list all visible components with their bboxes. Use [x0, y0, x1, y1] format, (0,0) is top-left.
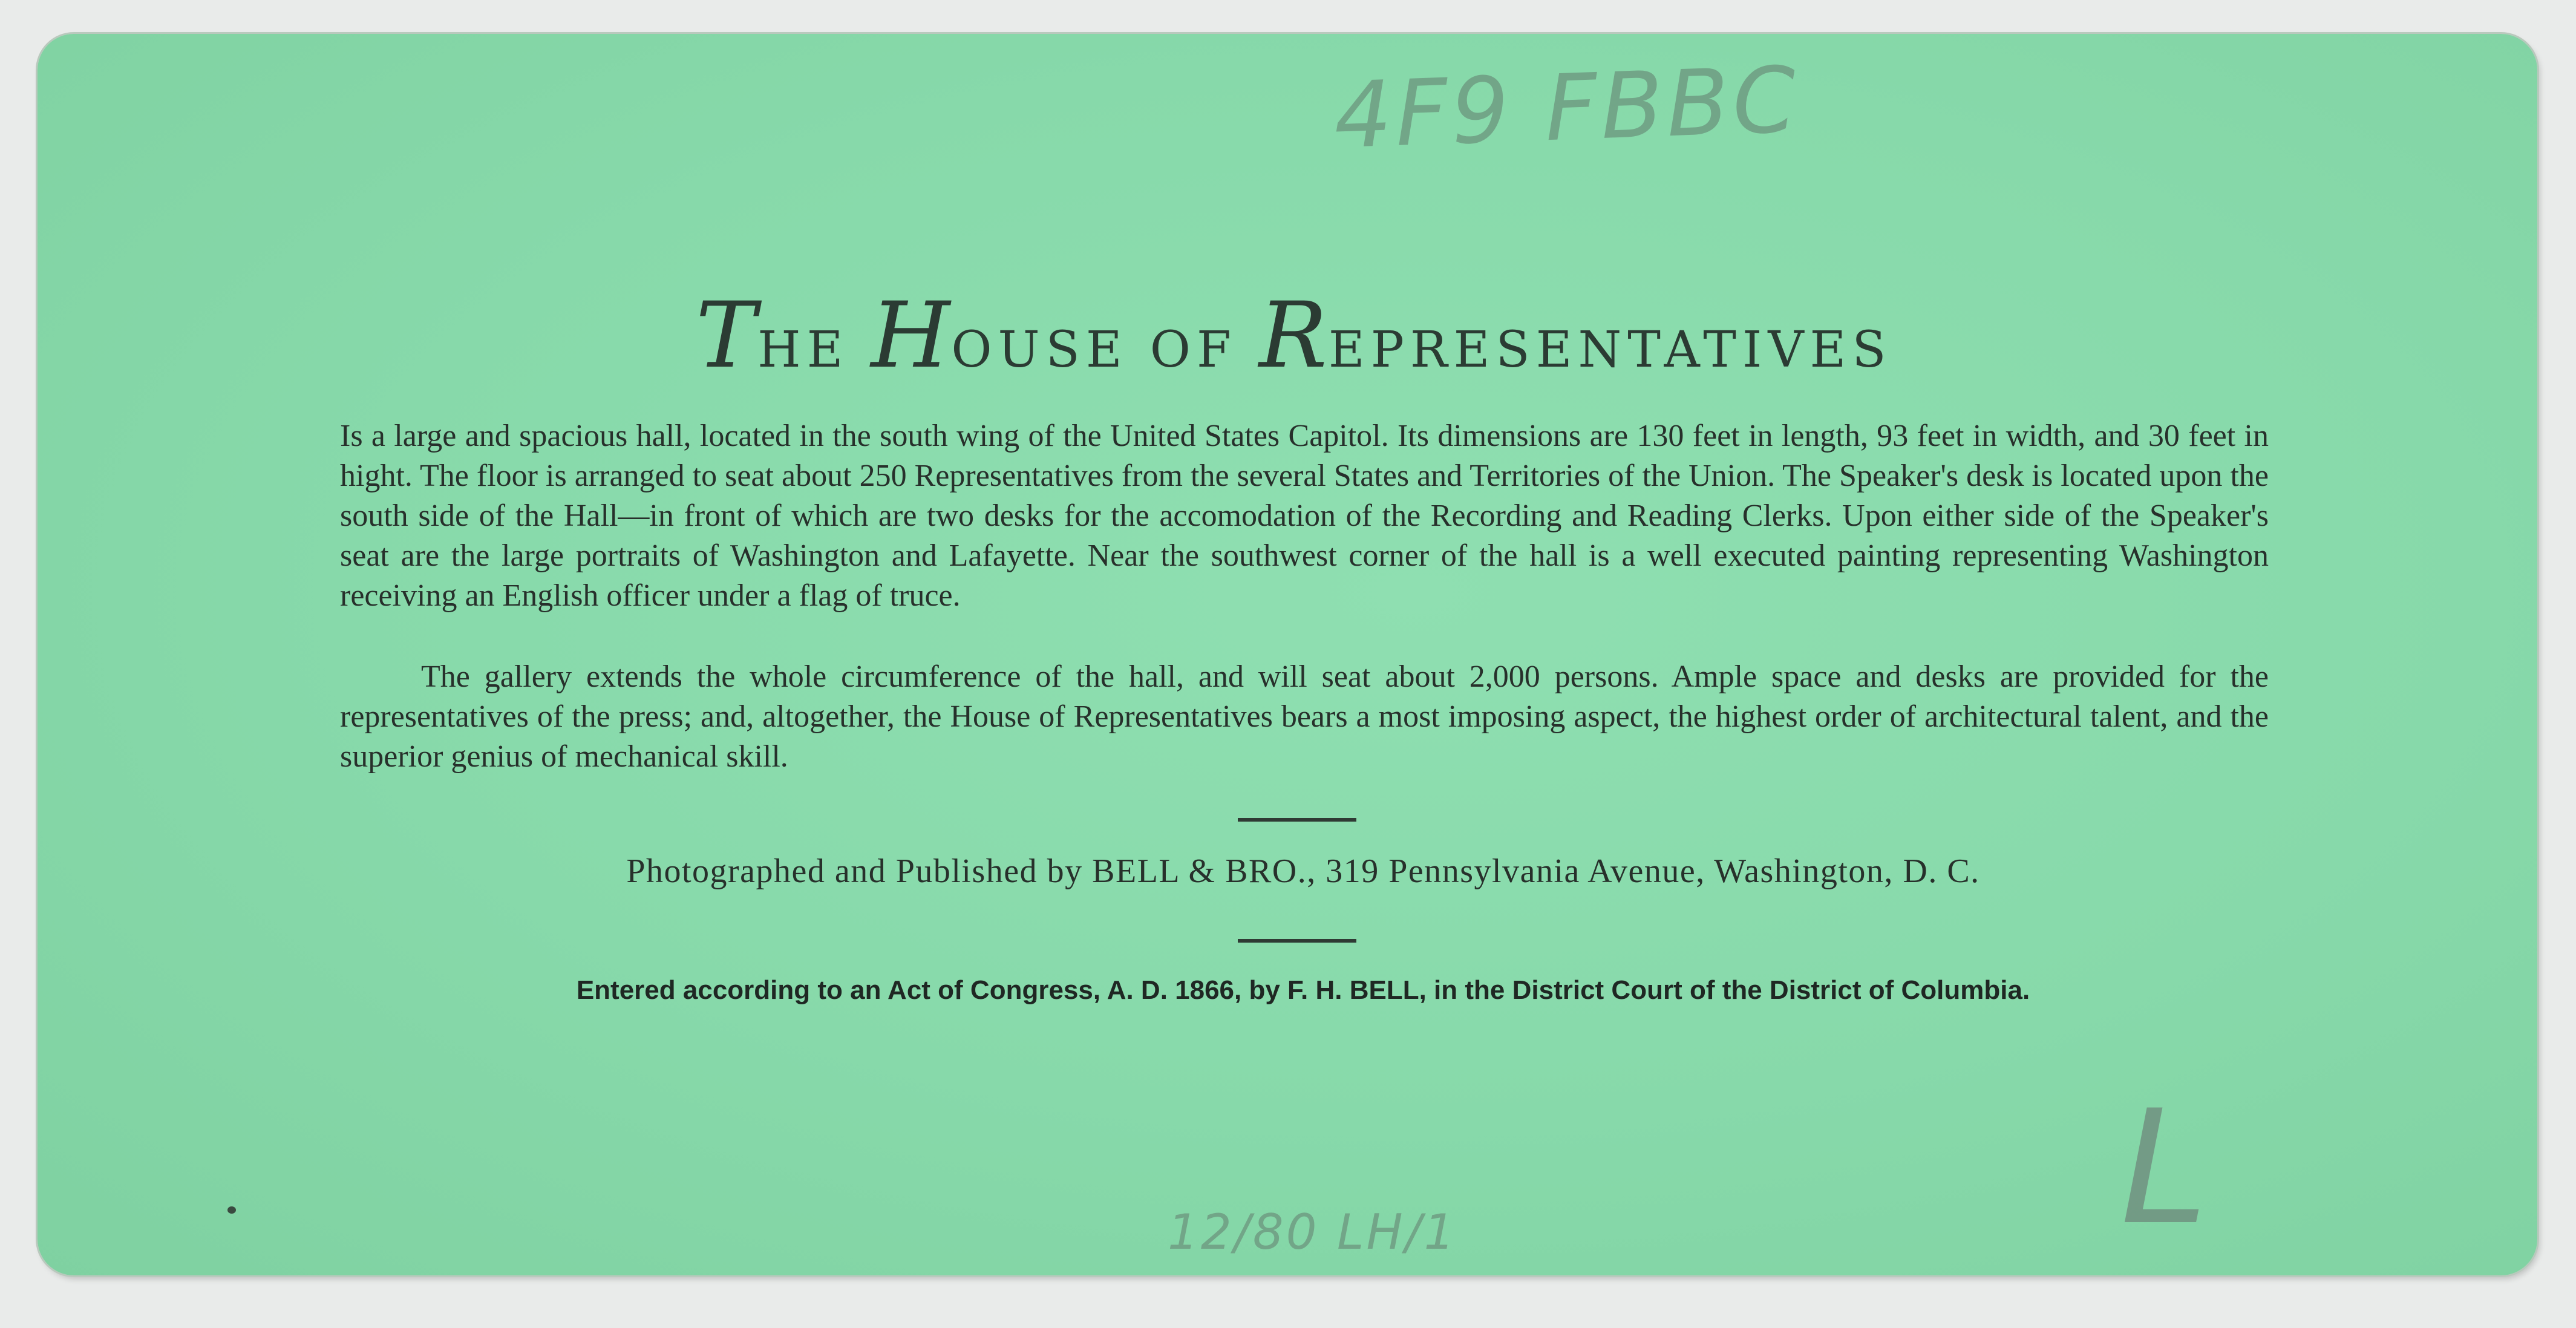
description-paragraph-2: The gallery extends the whole circumference of the hall, and will seat about 2,000 persons. Ample space and desks are provided for the representatives of the press; and, altogether, the House of Representatives bears a most imposing aspect, the highest order of architectural talent, and the superior genius of mechanical skill.: [340, 659, 2269, 774]
publisher-line: Photographed and Published by BELL & BRO., 319 Pennsylvania Avenue, Washington, D. C.: [626, 852, 1980, 890]
divider-rule: [1238, 939, 1356, 943]
copyright-notice: Entered according to an Act of Congress, A. D. 1866, by F. H. BELL, in the District Court of the District of Columbia.: [576, 975, 2030, 1005]
page-title: [696, 283, 1892, 388]
title-initial-t: T: [696, 283, 758, 388]
pencil-catalog-number: 4F9 FBBC: [1332, 47, 1802, 169]
paper-speck: [227, 1206, 236, 1214]
title-initial-r: R: [1258, 283, 1329, 388]
title-initial-h: H: [871, 283, 952, 388]
pencil-initial-mark: L: [2120, 1077, 2208, 1260]
description-paragraph-1: Is a large and spacious hall, located in the south wing of the United States Capitol. Its dimensions are 130 feet in length, 93 feet in width, and 30 feet in hight. The floor is arranged to seat about 250 Representatives from the several States and Territories of the Union. The Speaker's desk is located upon the south side of the Hall—in front of which are two desks for the accomodation of the Recording and Reading Clerks. Upon either side of the Speaker's seat are the large portraits of Washington and Lafayette. Near the southwest corner of the hall is a well executed painting representing Washington receiving an English officer under a flag of truce.: [340, 419, 2269, 613]
pencil-bottom-note: 12/80 LH/1: [1168, 1204, 1457, 1260]
title-word-he: HE: [757, 321, 871, 379]
divider-rule: [1238, 818, 1356, 822]
title-word-ouse-of: OUSE OF: [951, 321, 1259, 379]
title-word-epresentatives: EPRESENTATIVES: [1328, 321, 1892, 379]
